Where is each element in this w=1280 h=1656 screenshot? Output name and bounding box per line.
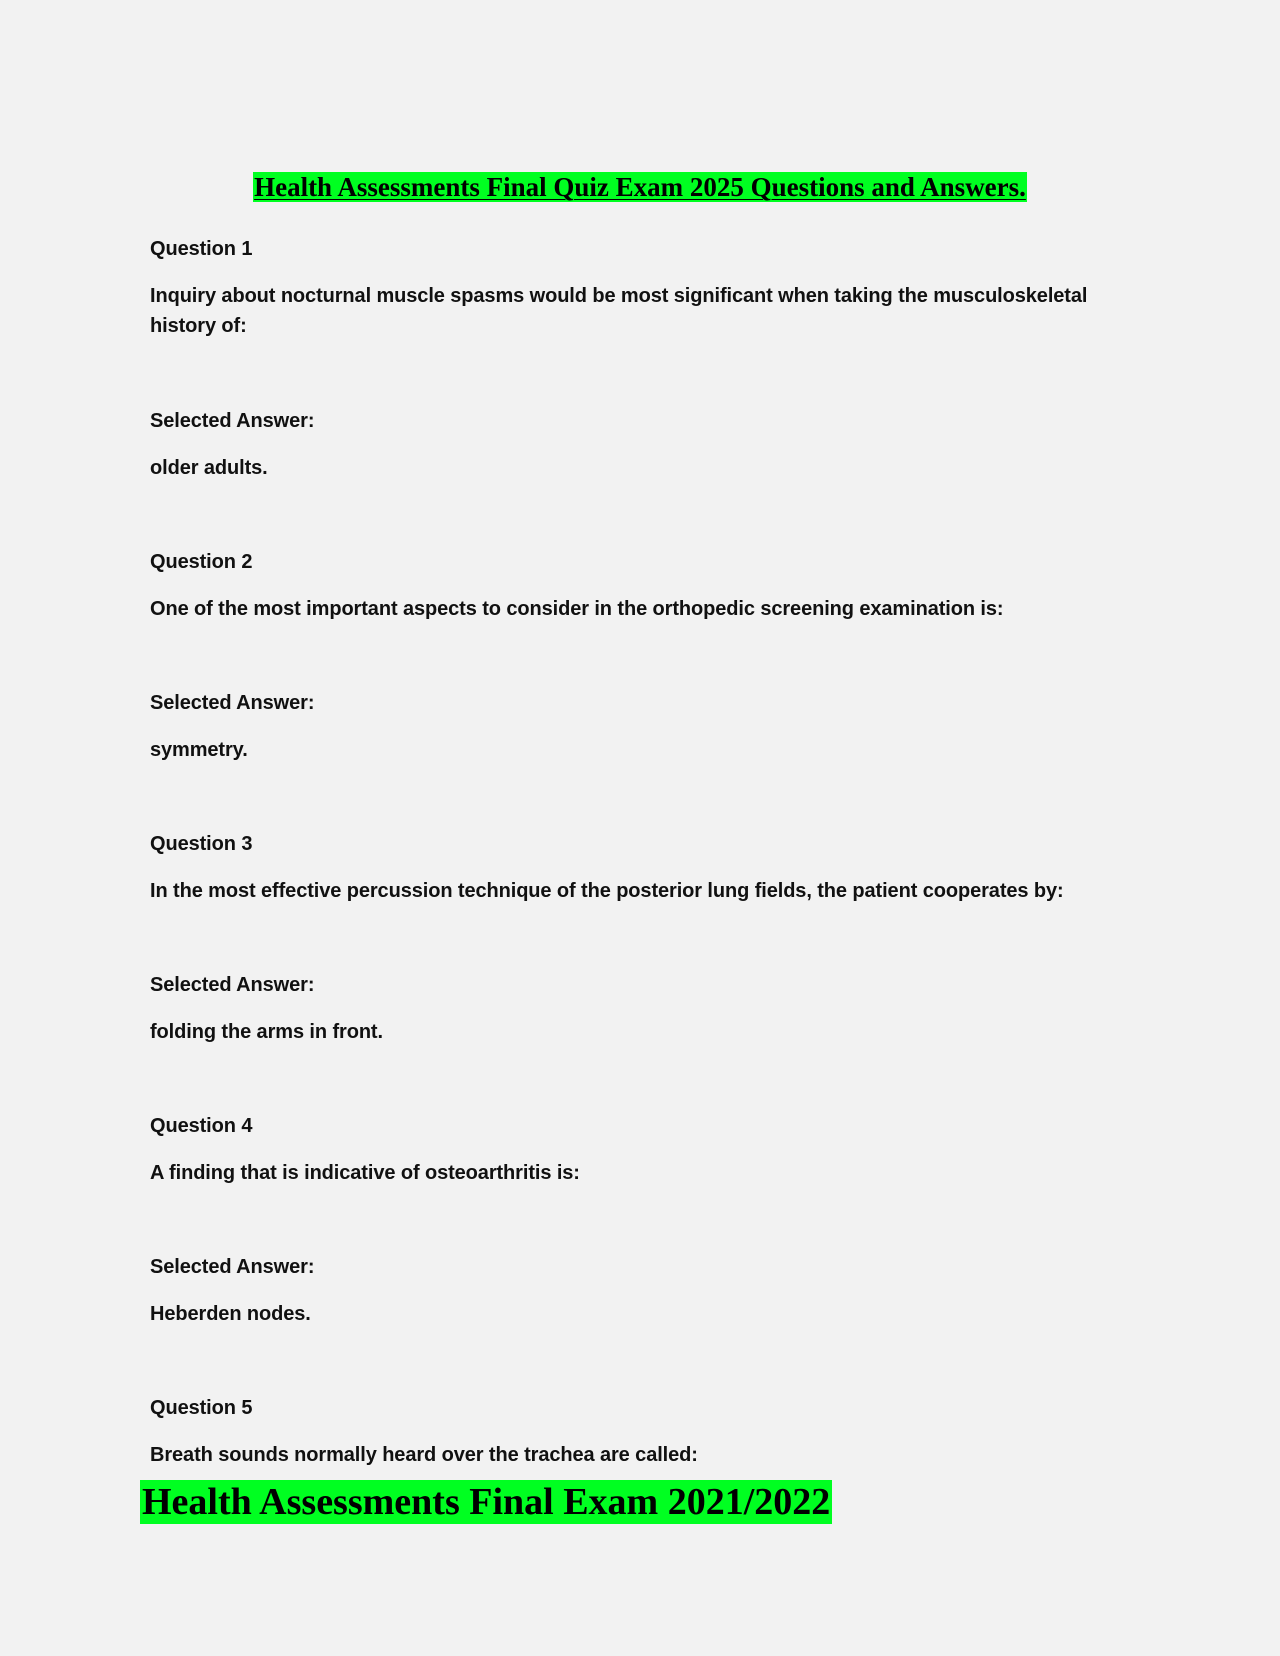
question-2-answer-label: Selected Answer: [150,692,315,714]
question-5-text: Breath sounds normally heard over the trachea are called: [150,1444,698,1466]
question-3-text: In the most effective percussion technique of the posterior lung fields, the patient cooperates by: [150,880,1064,902]
document-title-text: Health Assessments Final Quiz Exam 2025 Questions and Answers. [254,172,1026,202]
question-5-label: Question 5 [150,1397,253,1419]
question-1-text: Inquiry about nocturnal muscle spasms would be most significant when taking the musculoskeletal history of: [150,285,1088,337]
question-3-label: Question 3 [150,833,253,855]
footer-banner: Health Assessments Final Exam 2021/2022 [142,1481,831,1523]
document-title [0,170,1280,204]
question-4-text: A finding that is indicative of osteoarthritis is: [150,1162,580,1184]
question-1-answer: older adults. [150,457,268,479]
question-1-answer-label: Selected Answer: [150,410,315,432]
question-4-answer: Heberden nodes. [150,1303,311,1325]
question-3-answer: folding the arms in front. [150,1021,383,1043]
question-1-label: Question 1 [150,238,253,260]
question-2-answer: symmetry. [150,739,248,761]
question-2-text: One of the most important aspects to consider in the orthopedic screening examination is: [150,598,1004,620]
question-2-label: Question 2 [150,551,253,573]
question-4-label: Question 4 [150,1115,253,1137]
question-4-answer-label: Selected Answer: [150,1256,315,1278]
question-3-answer-label: Selected Answer: [150,974,315,996]
